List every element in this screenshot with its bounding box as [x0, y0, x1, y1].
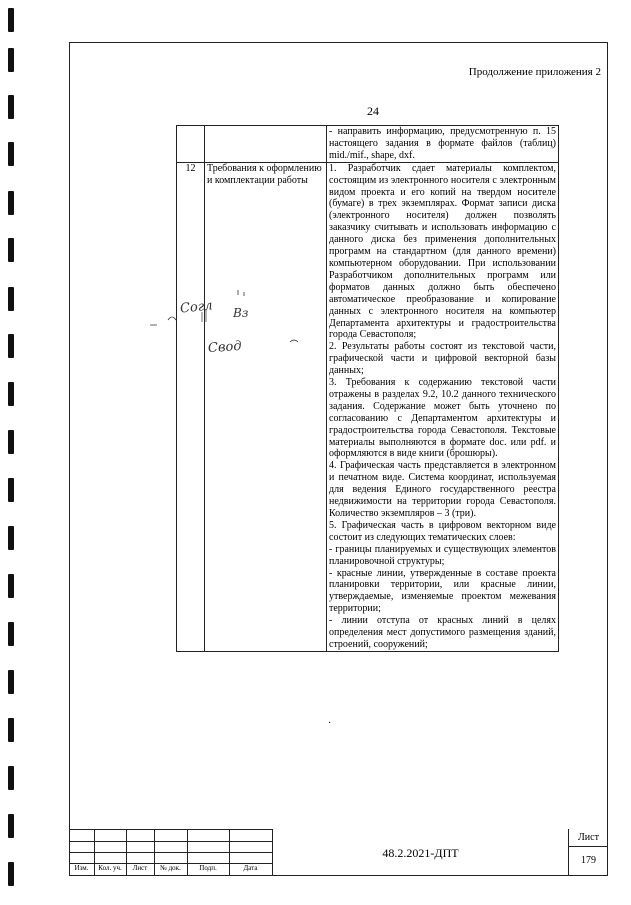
- paragraph: - направить информацию, предусмотренную п. 15 настоящего задания в формате файлов (таблиц) mid./mif., shape, dxf.: [329, 126, 556, 161]
- table-row: [177, 162, 559, 651]
- row-title: [205, 126, 327, 163]
- paragraph: - линии отступа от красных линий в целях определения мест допустимого размещения зданий, строений, сооружений;: [329, 615, 556, 650]
- stamp-label: Изм.: [74, 864, 89, 872]
- continuation-note: Продолжение приложения 2: [468, 66, 601, 78]
- table-row: [177, 126, 559, 163]
- binding-holes: [8, 0, 16, 905]
- document-code: 48.2.2021-ДПТ: [382, 846, 459, 860]
- handwriting-scribble-icon: [140, 280, 310, 360]
- sheet-cell: [569, 829, 608, 876]
- stray-mark: ·: [328, 718, 332, 729]
- row-content: [327, 162, 559, 651]
- row-content: [327, 126, 559, 163]
- handwritten-mark: Свод: [207, 338, 243, 357]
- stamp-label: Подп.: [199, 864, 217, 872]
- stamp-label: Кол. уч.: [98, 864, 122, 872]
- revision-grid: [69, 829, 272, 876]
- paragraph: 2. Результаты работы состоят из текстовой части, графической части и цифровой векторной базы данных;: [329, 341, 556, 377]
- title-block: [69, 829, 608, 876]
- handwritten-mark: Согл: [179, 298, 214, 317]
- row-number: [177, 126, 205, 163]
- document-code-cell: [272, 829, 569, 876]
- stamp-label: № док.: [160, 864, 181, 872]
- page-number: 24: [367, 104, 379, 118]
- stamp-label: Дата: [243, 864, 258, 872]
- row-number: 12: [177, 162, 205, 651]
- paragraph: 1. Разработчик сдает материалы комплектом, состоящим из электронного носителя с электронным видом проекта и его копий на твердом носителе (бумаге) в трех экземплярах. Формат записи диска (электронного носителя) должен позволять заказчику считывать и использовать информацию с данного диска без применения дополнительных программ на стандартном (для данного времени) компьютерном оборудовании. При использовании Разработчиком дополнительных программ или форматов данных должно быть обеспечено автоматическое преобразование и копирование данных с электронного носителя на компьютер Департамента архитектуры и градостроительства города Севастополя;: [329, 162, 556, 341]
- stamp-label: Лист: [132, 864, 148, 872]
- requirements-table: [176, 125, 559, 652]
- paragraph: - красные линии, утвержденные в составе проекта планировки территории, или красные линии, утверждаемые, изменяемые проектом межевания территории;: [329, 567, 556, 615]
- paragraph: 5. Графическая часть в цифровом векторном виде состоит из следующих тематических слоев:: [329, 519, 556, 543]
- paragraph: - границы планируемых и существующих элементов планировочной структуры;: [329, 543, 556, 567]
- row-title: Требования к оформлению и комплектации работы: [205, 162, 327, 651]
- handwritten-mark: Вз: [233, 306, 249, 320]
- sheet-label: Лист: [578, 832, 599, 843]
- paragraph: 4. Графическая часть представляется в электронном и печатном виде. Система координат, используемая для ведения Единого государственного реестра недвижимости на территории города Севастополя. Количество экземпляров – 3 (три).: [329, 460, 556, 519]
- sheet-number: 179: [581, 855, 596, 866]
- paragraph: 3. Требования к содержанию текстовой части отражены в разделах 9.2, 10.2 данного технического задания. Содержание может быть уточнено по согласованию с Департаментом архитектуры и градостроительства города Севастополя. Текстовые материалы выполняются в формате doc. или pdf. и оформляются в виде книги (брошюры).: [329, 377, 556, 460]
